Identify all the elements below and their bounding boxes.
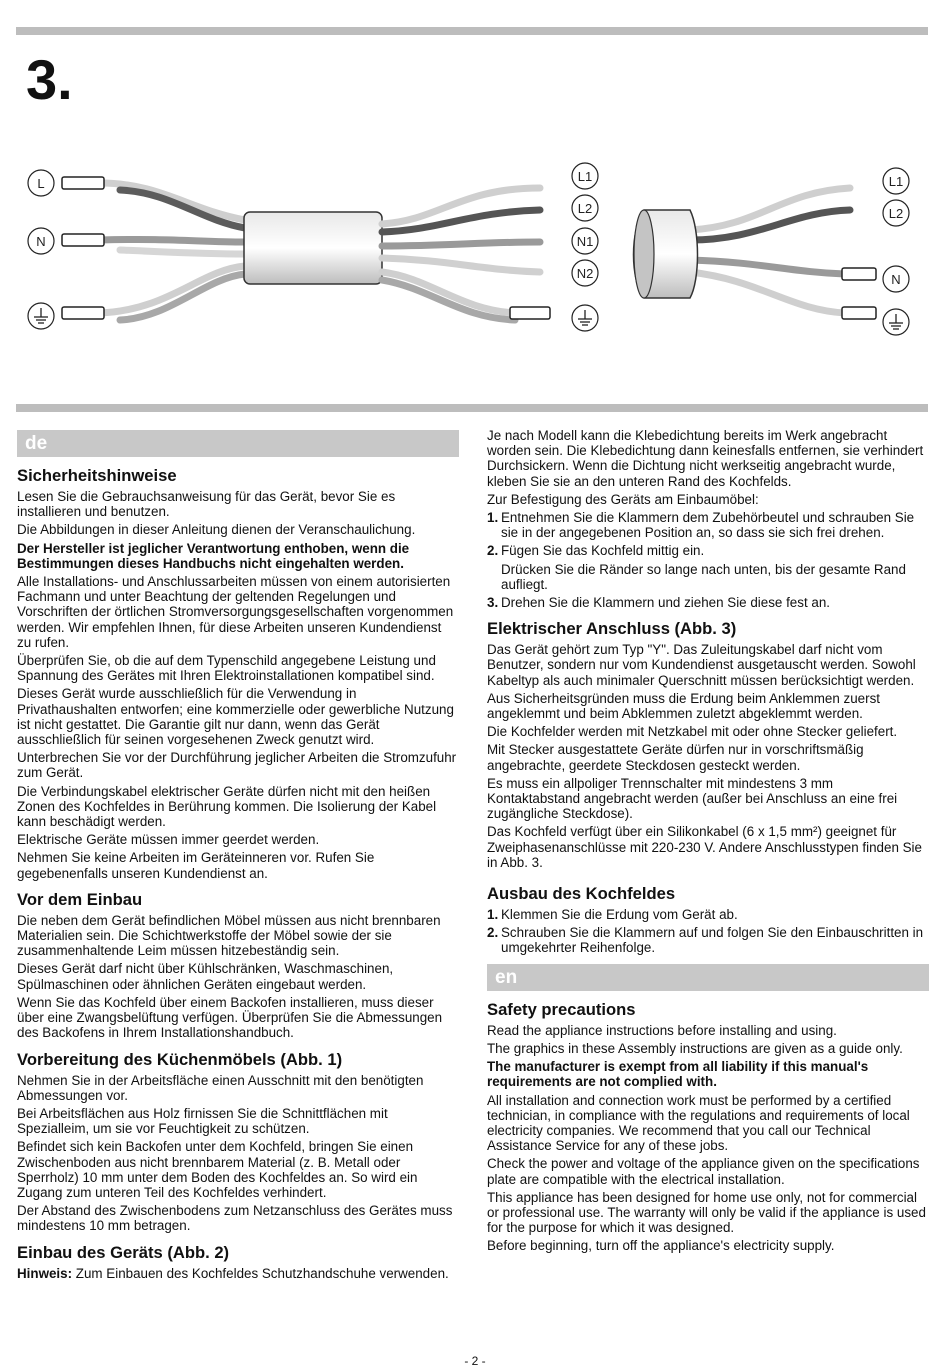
hint-paragraph xyxy=(17,1266,459,1281)
wiring-diagram xyxy=(0,150,950,350)
paragraph: This appliance has been designed for home use only, not for commercial or professional use. The warranty will only be valid if the appliance is used for the purpose for which it was designed. xyxy=(487,1189,926,1236)
paragraph: Unterbrechen Sie vor der Durchführung jeglicher Arbeiten die Stromzufuhr zum Gerät. xyxy=(17,750,457,781)
label-L2-right: L2 xyxy=(888,206,904,221)
paragraph: Die Verbindungskabel elektrischer Geräte dürfen nicht mit den heißen Zonen des Kochfeldes in Berührung kommen. Die Isolierung der Kabel kann beschädigt werden. xyxy=(17,783,437,830)
paragraph: Alle Installations- und Anschlussarbeiten müssen von einem autorisierten Fachmann und unter Beachtung der geltenden Regelungen und Vorschriften der örtlichen Stromversorgungsgesellschaften vorgenommen werden. Wir empfehlen Ihnen, für diese Arbeiten unseren Kundendienst zu rufen. xyxy=(17,574,454,650)
label-L: L xyxy=(37,176,45,191)
paragraph: Before beginning, turn off the appliance's electricity supply. xyxy=(487,1238,835,1254)
figure-number: 3. xyxy=(26,48,73,111)
language-bar-en: en xyxy=(487,964,929,991)
paragraph: Es muss ein allpoliger Trennschalter mit mindestens 3 mm Kontaktabstand angebracht werden (außer bei Anschluss an eine frei zugängliche Steckdose). xyxy=(487,775,898,822)
left-wires xyxy=(100,183,245,320)
list-item: 3. Drehen Sie die Klammern und ziehen Sie diese fest an. xyxy=(487,595,831,611)
list-item: 1. Klemmen Sie die Erdung vom Gerät ab. xyxy=(487,907,738,923)
list-item: 1. Entnehmen Sie die Klammern dem Zubehörbeutel und schrauben Sie sie in der angegebenen Position an, so dass sie sich frei drehen. xyxy=(487,510,915,541)
paragraph: Nehmen Sie keine Arbeiten im Geräteinneren vor. Rufen Sie gegebenenfalls unseren Kundendienst an. xyxy=(17,850,375,881)
cable-sleeve-left xyxy=(244,212,382,284)
paragraph: The graphics in these Assembly instructions are given as a guide only. xyxy=(487,1040,903,1056)
right-connectors xyxy=(842,268,876,319)
label-N2: N2 xyxy=(576,266,594,281)
paragraph: Mit Stecker ausgestattete Geräte dürfen nur in vorschriftsmäßig angebrachte, geerdete Steckdosen gesteckt werden. xyxy=(487,742,864,773)
paragraph: Bei Arbeitsflächen aus Holz firnissen Sie die Schnittflächen mit Spezialleim, um sie vor Feuchtigkeit zu schützen. xyxy=(17,1105,388,1137)
paragraph-bold: Der Hersteller ist jeglicher Verantwortung enthoben, wenn die Bestimmungen dieses Handbuchs nicht eingehalten werden. xyxy=(17,540,410,571)
left-column xyxy=(17,428,459,1284)
heading-installation: Einbau des Geräts (Abb. 2) xyxy=(17,1242,230,1262)
paragraph: Die Abbildungen in dieser Anleitung dienen der Veranschaulichung. xyxy=(17,522,416,538)
list-item: 2. Fügen Sie das Kochfeld mittig ein. xyxy=(487,543,705,559)
paragraph: Das Kochfeld verfügt über ein Silikonkabel (6 x 1,5 mm²) geeignet für Zweiphasenanschlüsse mit 220-230 V. Andere Anschlusstypen finden Sie in Abb. 3. xyxy=(487,824,922,870)
list-item: 2. Schrauben Sie die Klammern auf und folgen Sie den Einbauschritten in umgekehrter Reihenfolge. xyxy=(487,925,924,956)
hint-label: Hinweis: xyxy=(17,1265,73,1281)
heading-safety-en: Safety precautions xyxy=(487,999,636,1019)
label-N: N xyxy=(36,234,46,249)
paragraph: Lesen Sie die Gebrauchsanweisung für das Gerät, bevor Sie es installieren und benutzen. xyxy=(17,489,396,520)
paragraph: Elektrische Geräte müssen immer geerdet werden. xyxy=(17,832,320,848)
paragraph: Dieses Gerät darf nicht über Kühlschränken, Waschmaschinen, Spülmaschinen oder ähnlichen Geräten eingebaut werden. xyxy=(17,961,394,992)
install-steps-list xyxy=(487,510,929,610)
label-L1-mid: L1 xyxy=(577,169,593,184)
paragraph: Die neben dem Gerät befindlichen Möbel müssen aus nicht brennbaren Materialien sein. Die Schichtwerkstoffe der Möbel sowie der sie zusammenhaltende Leim müssen hitzebeständig sein. xyxy=(17,912,441,959)
paragraph: Je nach Modell kann die Klebedichtung bereits im Werk angebracht worden sein. Die Klebedichtung dann keinesfalls entfernen, sie verhindert Durchsickern. Wenn die Dichtung nicht werkseitig angebracht wurde, kleben Sie sie an den unteren Rand des Kochfelds. xyxy=(487,428,924,489)
paragraph: Zur Befestigung des Geräts am Einbaumöbel: xyxy=(487,491,759,507)
paragraph-bold: The manufacturer is exempt from all liability if this manual's requirements are not complied with. xyxy=(487,1059,869,1090)
paragraph: Der Abstand des Zwischenbodens zum Netzanschluss des Gerätes muss mindestens 10 mm betragen. xyxy=(17,1203,453,1234)
paragraph: All installation and connection work must be performed by a certified technician, in compliance with the regulations and requirements of local electricity companies. We recommend that you call our Technical Assistance Service for any of these jobs. xyxy=(487,1092,910,1154)
paragraph: Die Kochfelder werden mit Netzkabel mit oder ohne Stecker geliefert. xyxy=(487,724,898,740)
heading-safety-de: Sicherheitshinweise xyxy=(17,466,177,485)
paragraph: Das Gerät gehört zum Typ "Y". Das Zuleitungskabel darf nicht vom Benutzer, sondern nur vom Kundendienst ausgetauscht werden. Sowohl Kabeltyp als auch minimaler Querschnitt müssen berücksichtigt werden. xyxy=(487,642,916,688)
heading-before-install: Vor dem Einbau xyxy=(17,889,143,909)
middle-wires xyxy=(382,188,540,320)
paragraph: Wenn Sie das Kochfeld über einem Backofen installieren, muss dieser über eine Zwangsbelüftung verfügen. Überprüfen Sie die Abmessungen des Backofens in Ihrem Installationshandbuch. xyxy=(17,994,443,1041)
middle-earth-connector xyxy=(510,307,550,319)
heading-removal: Ausbau des Kochfeldes xyxy=(487,884,676,904)
heading-preparation: Vorbereitung des Küchenmöbels (Abb. 1) xyxy=(17,1049,343,1069)
paragraph: Dieses Gerät wurde ausschließlich für die Verwendung in Privathaushalten entworfen; eine kommerzielle oder gewerbliche Nutzung ist nicht gestattet. Die Garantie gilt nur dann, wenn das Gerät ausschließlich für seinen vorgesehenen Zweck genutzt wird. xyxy=(17,686,454,748)
paragraph: Überprüfen Sie, ob die auf dem Typenschild angegebene Leistung und Spannung des Gerätes mit Ihren Elektroinstallationen kompatibel sind. xyxy=(17,653,436,684)
middle-divider-bar xyxy=(16,404,928,412)
right-column xyxy=(487,428,929,1257)
label-L1-right: L1 xyxy=(888,174,904,189)
hint-text: Zum Einbauen des Kochfeldes Schutzhandschuhe verwenden. xyxy=(72,1265,449,1281)
top-divider-bar xyxy=(16,27,928,35)
paragraph: Aus Sicherheitsgründen muss die Erdung beim Anklemmen zuerst angeklemmt und beim Abklemmen zuletzt abgeklemmt werden. xyxy=(487,690,880,722)
right-wires xyxy=(690,188,850,313)
paragraph: Check the power and voltage of the appliance given on the specifications plate are compatible with the electrical installation. xyxy=(487,1156,920,1187)
label-L2-mid: L2 xyxy=(577,201,593,216)
language-bar-de: de xyxy=(17,430,459,457)
list-item-sub: Drücken Sie die Ränder so lange nach unten, bis der gesamte Rand aufliegt. xyxy=(501,561,906,592)
paragraph: Read the appliance instructions before installing and using. xyxy=(487,1022,837,1038)
left-connectors xyxy=(62,177,104,319)
label-N-right: N xyxy=(891,272,901,287)
paragraph: Nehmen Sie in der Arbeitsfläche einen Ausschnitt mit den benötigten Abmessungen vor. xyxy=(17,1072,424,1103)
page-number: - 2 - xyxy=(464,1354,486,1368)
removal-steps-list xyxy=(487,907,929,956)
heading-electrical: Elektrischer Anschluss (Abb. 3) xyxy=(487,619,737,639)
label-N1: N1 xyxy=(576,234,594,249)
paragraph: Befindet sich kein Backofen unter dem Kochfeld, bringen Sie einen Zwischenboden aus nicht brennbarem Material (z. B. Metall oder Sperrholz) 10 mm unter dem Boden des Kochfeldes an. So wird ein Zugang zum unteren Teil des Kochfeldes verhindert. xyxy=(17,1139,418,1200)
